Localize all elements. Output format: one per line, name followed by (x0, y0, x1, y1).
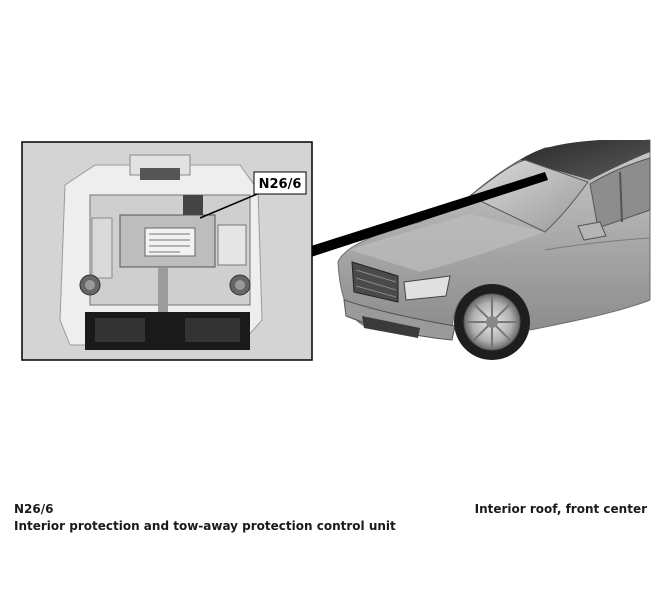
component-description: Interior protection and tow-away protection control unit (14, 519, 396, 533)
component-location: Interior roof, front center (474, 502, 647, 516)
component-code: N26/6 (14, 502, 54, 516)
car-illustration (338, 140, 650, 360)
inset-photo (22, 142, 312, 360)
callout-label: N26/6 (258, 177, 302, 192)
